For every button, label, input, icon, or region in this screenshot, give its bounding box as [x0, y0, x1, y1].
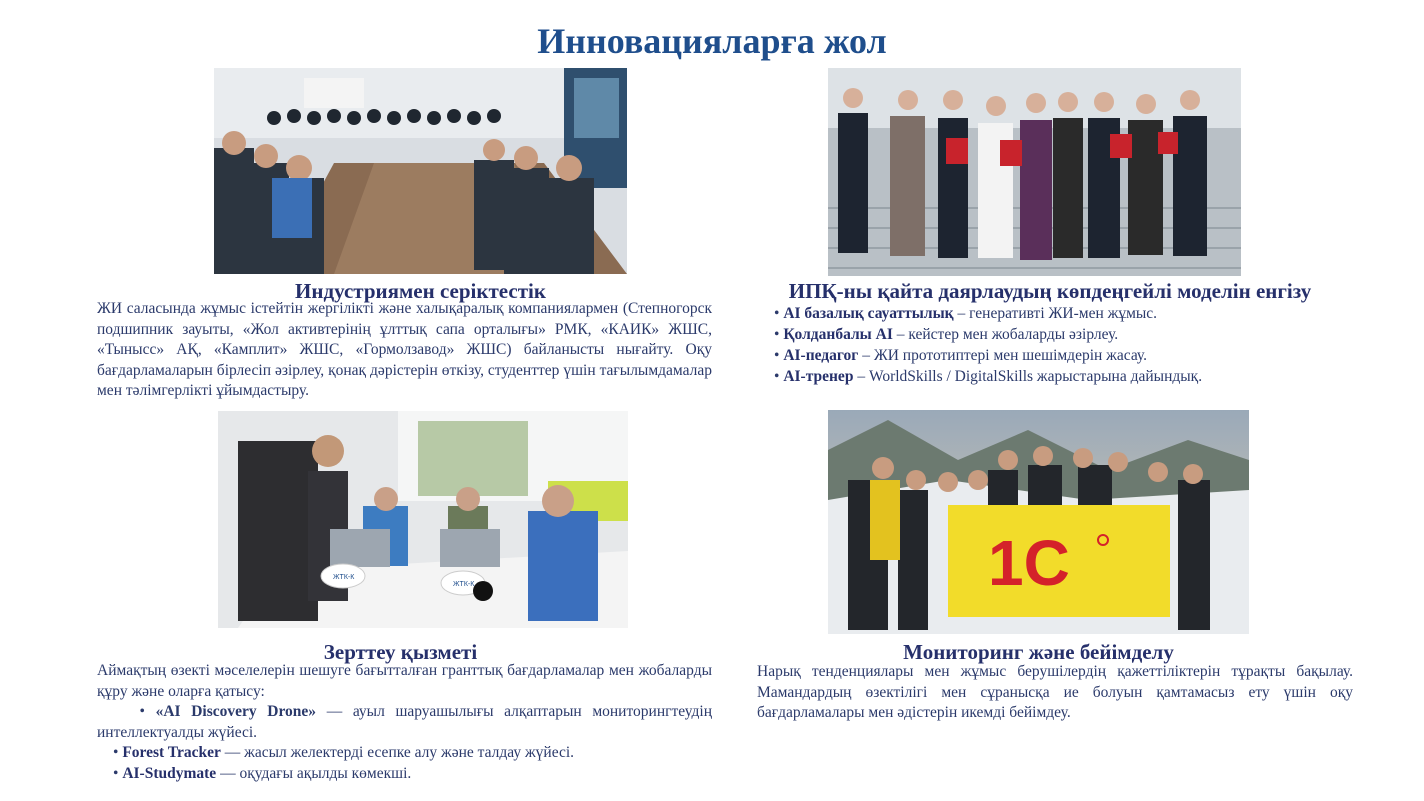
- team-flag-photo: [828, 410, 1249, 634]
- industry-heading: Индустриямен серіктестік: [295, 279, 546, 303]
- ipk-item: • AI-педагог – ЖИ прототиптері мен шешімдерін жасау.: [774, 347, 1147, 364]
- monitoring-heading: Мониторинг және бейімделу: [903, 640, 1174, 664]
- monitoring-text: Нарық тенденциялары мен жұмыс берушілердің қажеттіліктерін тұрақты бақылау. Мамандардың өзектілігі мен сұранысқа ие болуын қамтамасыз ету үшін оқу бағдарламалары мен әдістерін икемді бейімдеу.: [757, 663, 1353, 721]
- research-heading: Зерттеу қызметі: [323, 640, 478, 664]
- meeting-photo: [214, 68, 627, 274]
- logo-1c: 1С: [988, 527, 1070, 599]
- research-item: • «AI Discovery Drone» — ауыл шаруашылығы алқаптарын мониторингтеудің интеллектуалды жүйесі.: [97, 703, 713, 741]
- research-intro: Аймақтың өзекті мәселелерін шешуге бағытталған гранттық бағдарламалар мен жобаларды құру және оларға қатысу:: [97, 662, 712, 700]
- research-item: • Forest Tracker — жасыл желектерді есепке алу және талдау жүйесі.: [113, 744, 575, 761]
- group-awards-photo: [828, 68, 1241, 276]
- cap-badge-2: ЖТК-К: [453, 581, 475, 588]
- industry-text: ЖИ саласында жұмыс істейтін жергілікті және халықаралық компаниялармен (Степногорск подшипник зауыты, «Жол активтерінің ұлттық сапа орталығы» РМК, «КАИК» ЖШС, «Тынысс» АҚ, «Камплит» ЖШС, «Гормолзавод» ЖШС) байланысты нығайту. Оқу бағдарламаларын бірлесіп әзірлеу, қонақ дәрістерін өткізу, студенттер үшін тағылымдамалар мен тәлімгерлікті ұйымдастыру.: [97, 300, 712, 399]
- page-title: Инновацияларға жол: [537, 21, 887, 61]
- ipk-item: • Қолданбалы AI – кейстер мен жобаларды әзірлеу.: [774, 326, 1119, 343]
- research-photo: [218, 411, 628, 628]
- cap-badge-1: ЖТК-К: [333, 574, 355, 581]
- ipk-item: • AI-тренер – WorldSkills / DigitalSkills жарыстарына дайындық.: [774, 368, 1203, 385]
- ipk-heading: ИПҚ-ны қайта даярлаудың көпдеңгейлі моделін енгізу: [788, 279, 1312, 303]
- research-item: • AI-Studymate — оқудағы ақылды көмекші.: [113, 765, 412, 782]
- ipk-item: • AI базалық сауаттылық – генеративті ЖИ-мен жұмыс.: [774, 305, 1158, 322]
